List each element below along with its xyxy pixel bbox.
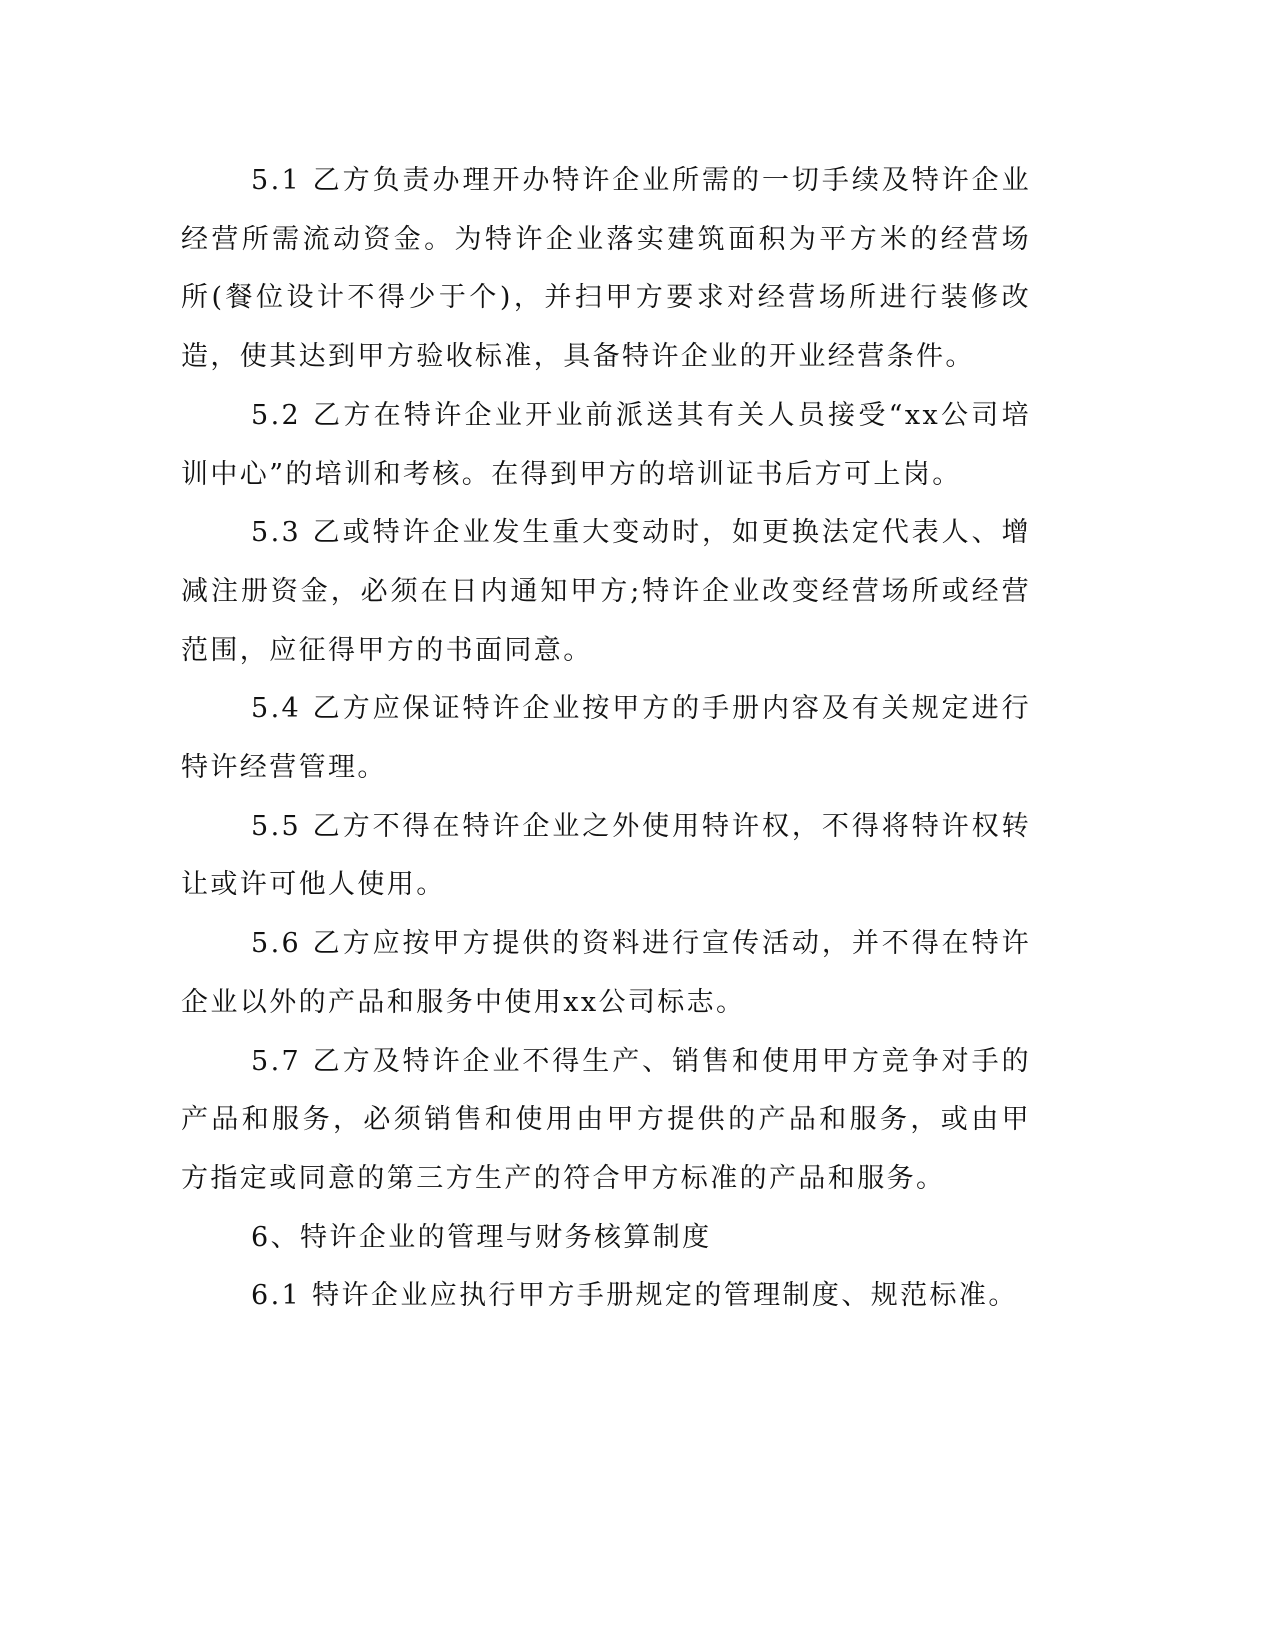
clause-5-2: 5.2 乙方在特许企业开业前派送其有关人员接受“xx公司培训中心”的培训和考核。在得到甲方的培训证书后方可上岗。 (181, 399, 1031, 490)
document-body (181, 152, 1031, 1326)
clause-6-1: 6.1 特许企业应执行甲方手册规定的管理制度、规范标准。 (251, 1280, 1018, 1312)
clause-5-6: 5.6 乙方应按甲方提供的资料进行宣传活动，并不得在特许企业以外的产品和服务中使用xx公司标志。 (181, 928, 1031, 1018)
section-6-heading: 6、特许企业的管理与财务核算制度 (251, 1221, 712, 1253)
clause-5-4: 5.4 乙方应保证特许企业按甲方的手册内容及有关规定进行特许经营管理。 (181, 693, 1031, 784)
clause-5-7: 5.7 乙方及特许企业不得生产、销售和使用甲方竞争对手的产品和服务，必须销售和使用由甲方提供的产品和服务，或由甲方指定或同意的第三方生产的符合甲方标准的产品和服务。 (181, 1045, 1031, 1194)
clause-5-3: 5.3 乙或特许企业发生重大变动时，如更换法定代表人、增减注册资金，必须在日内通知甲方;特许企业改变经营场所或经营范围，应征得甲方的书面同意。 (181, 517, 1031, 666)
clause-5-1: 5.1 乙方负责办理开办特许企业所需的一切手续及特许企业经营所需流动资金。为特许企业落实建筑面积为平方米的经营场所(餐位设计不得少于个)，并扫甲方要求对经营场所进行装修改造，使其达到甲方验收标准，具备特许企业的开业经营条件。 (181, 165, 1031, 373)
clause-5-5: 5.5 乙方不得在特许企业之外使用特许权，不得将特许权转让或许可他人使用。 (181, 810, 1031, 901)
